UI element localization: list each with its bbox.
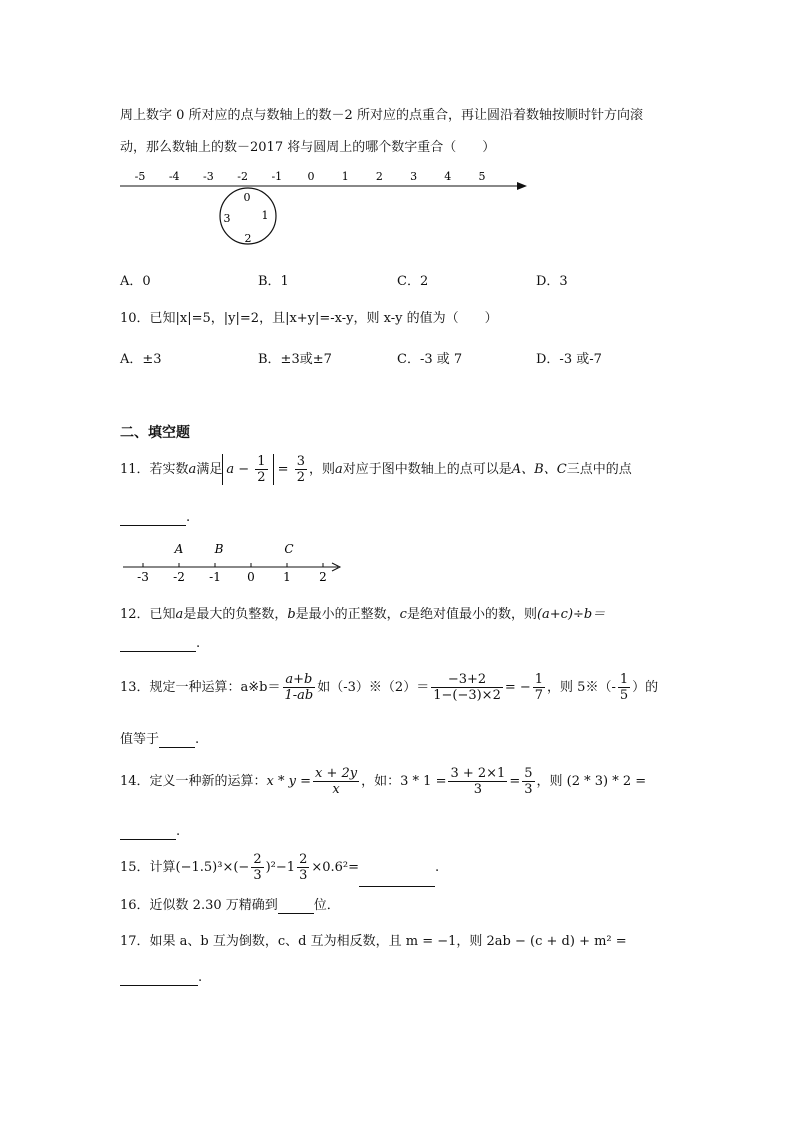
q17-stem: 17．如果 a、b 互为倒数，c、d 互为相反数，且 m = −1，则 2ab − (c + d) + m² =	[120, 934, 627, 949]
q15-answer-blank[interactable]	[359, 850, 435, 887]
q10-option-a: A．±3	[120, 352, 162, 367]
q12-answer-blank[interactable]: .	[120, 636, 200, 652]
q13-answer-blank[interactable]	[159, 732, 195, 748]
q9-tick-label: -2	[237, 170, 248, 183]
q10-option-c: C．-3 或 7	[397, 352, 463, 367]
q11-tick-label: -1	[209, 570, 221, 584]
q9-tick-label: 1	[341, 170, 349, 183]
q15-stem: 15．计算(−1.5)³×(− $\frac{2}{3}$ )²−1 $\frac{2}{3}$ ×0.6²= .	[120, 850, 439, 887]
q9-tick-label: 3	[410, 170, 418, 183]
q16-stem: 16．近似数 2.30 万精确到 位．	[120, 898, 340, 913]
q11-answer-blank[interactable]: .	[120, 510, 190, 526]
q9-tick-label: -5	[134, 170, 146, 183]
circle-label-3: 3	[223, 212, 231, 225]
q9-line1: 周上数字 0 所对应的点与数轴上的数－2 所对应的点重合，再让圆沿着数轴按顺时针方向滚	[120, 108, 643, 123]
circle-label-2: 2	[244, 232, 252, 245]
q9-number-line-figure	[115, 166, 535, 252]
q13-stem: 13．规定一种运算：a※b＝ $\frac{a+b}{1-ab}$ 如（-3）※（2）＝ $\frac{-3+2}{1-(-3)\times 2}$ = − $\frac{1}{7}$ ，则 5※（- $\frac{1}{5}$ ）的	[120, 672, 659, 703]
q9-option-a: A．0	[120, 274, 151, 289]
q11-tick-label: -2	[173, 570, 185, 584]
q10-option-b: B．±3或±7	[258, 352, 332, 367]
q9-tick-label: 0	[307, 170, 315, 183]
q9-tick-label: -3	[203, 170, 214, 183]
point-label-c: C	[284, 542, 294, 556]
section-title: 二、填空题	[120, 425, 190, 441]
q14-answer-blank[interactable]: .	[120, 824, 180, 840]
q9-tick-label: -4	[168, 170, 180, 183]
point-label-a: A	[174, 542, 184, 556]
q9-tick-label: -1	[271, 170, 283, 183]
q9-tick-label: 5	[478, 170, 486, 183]
q17-answer-blank[interactable]: .	[120, 970, 202, 986]
circle-label-0: 0	[243, 191, 251, 204]
q14-stem: 14．定义一种新的运算：x * y = $\frac{x + 2y}{x}$ ，如：3 * 1 = $\frac{3 + 2\times 1}{3}$ = $\frac{5}{3}$ ，则 (2 * 3) * 2 =	[120, 766, 647, 797]
q12-stem: 12．已知a是最大的负整数，b是最小的正整数，c是绝对值最小的数，则(a+c)÷b＝	[120, 607, 606, 622]
q11-tick-label: 2	[319, 570, 327, 584]
q16-answer-blank[interactable]	[278, 898, 314, 914]
q9-tick-label: 4	[444, 170, 452, 183]
q10-option-d: D．-3 或-7	[536, 352, 602, 367]
point-label-b: B	[214, 542, 224, 556]
q9-line2: 动，那么数轴上的数－2017 将与圆周上的哪个数字重合（ ）	[120, 140, 496, 155]
q11-stem: 11．若实数a满足 a − $\frac{1}{2}$ = $\frac{3}{2}$ ，则a对应于图中数轴上的点可以是A、B、C三点中的点	[120, 454, 632, 485]
q9-option-c: C．2	[397, 274, 429, 289]
q10-stem: 10．已知|x|=5，|y|=2，且|x+y|=-x-y，则 x-y 的值为（ ）	[120, 311, 498, 326]
q11-tick-label: -3	[137, 570, 149, 584]
q9-tick-label: 2	[375, 170, 383, 183]
circle-label-1: 1	[261, 209, 269, 222]
q11-tick-label: 0	[247, 570, 255, 584]
q9-option-b: B．1	[258, 274, 289, 289]
q11-tick-label: 1	[283, 570, 291, 584]
q13-line2: 值等于 .	[120, 732, 200, 747]
q9-option-d: D．3	[536, 274, 568, 289]
q11-number-line-figure	[120, 540, 350, 585]
